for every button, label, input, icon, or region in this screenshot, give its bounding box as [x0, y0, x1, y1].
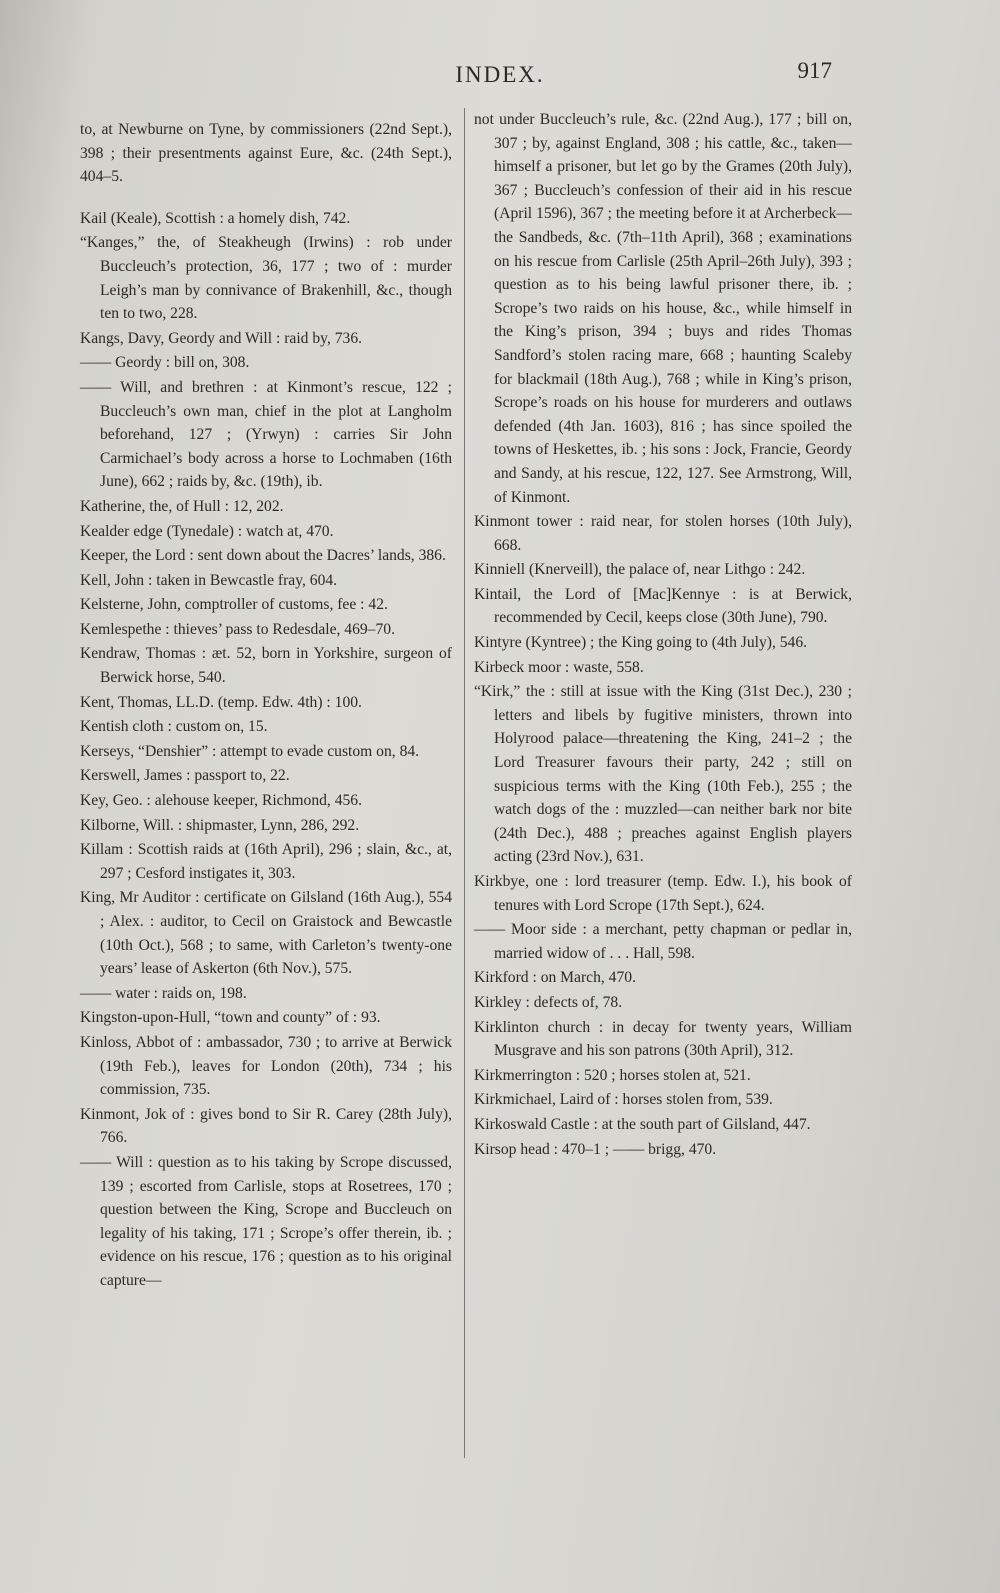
index-entry: Killam : Scottish raids at (16th April), 296 ; slain, &c., at, 297 ; Cesford instigates it, 303. [80, 841, 452, 882]
column-divider [464, 108, 465, 1458]
index-entry: not under Buccleuch’s rule, &c. (22nd Aug.), 177 ; bill on, 307 ; by, against England, 308 ; his cattle, &c., taken—himself a prisoner, but let go by the Grames (20th July), 367 ; Buccleuch’s confession of their aid in his rescue (April 1596), 367 ; the meeting before it at Archerbeck—the Sandbeds, &c. (7th–11th April), 368 ; examinations on his rescue from Carlisle (25th April–26th July), 393 ; question as to his being lawful prisoner there, ib. ; Scrope’s two raids on his house, &c., while himself in the King’s prison, 394 ; buys and rides Thomas Sandford’s stolen racing mare, 668 ; haunting Scaleby for blackmail (18th Aug.), 768 ; while in King’s prison, Scrope’s roads on his house for murderers and outlaws defended (4th Jan. 1603), 816 ; has since spoiled the towns of Heskettes, ib. ; his sons : Jock, Francie, Geordy and Sandy, at his rescue, 122, 127. See Armstrong, Will, of Kinmont. [474, 111, 852, 506]
index-entry: Katherine, the, of Hull : 12, 202. [80, 497, 284, 515]
index-entry: —— water : raids on, 198. [80, 984, 247, 1002]
page-title: INDEX. [455, 62, 545, 87]
index-entry: Kingston-upon-Hull, “town and county” of : 93. [80, 1009, 381, 1027]
index-entry: Kilborne, Will. : shipmaster, Lynn, 286, 292. [80, 816, 360, 834]
index-entry: Kirsop head : 470–1 ; —— brigg, 470. [474, 1140, 717, 1158]
index-entry: Kealder edge (Tynedale) : watch at, 470. [80, 522, 334, 540]
index-entry: Kerseys, “Denshier” : attempt to evade custom on, 84. [80, 742, 420, 760]
index-column-left [80, 118, 452, 1294]
index-entry: Kirkmichael, Laird of : horses stolen from, 539. [474, 1091, 773, 1109]
index-entry: Kirklinton church : in decay for twenty years, William Musgrave and his son patrons (30th April), 312. [474, 1018, 852, 1060]
index-entry: Kirkoswald Castle : at the south part of Gilsland, 447. [474, 1115, 811, 1133]
index-entry: —— Moor side : a merchant, petty chapman or pedlar in, married widow of . . . Hall, 598. [474, 921, 852, 962]
index-entry: Kerswell, James : passport to, 22. [80, 767, 290, 785]
index-entry: —— Will : question as to his taking by Scrope discussed, 139 ; escorted from Carlisle, stops at Rosetrees, 170 ; question between the King, Scrope and Buccleuch on legality of his taking, 171 ; Scrope’s offer therein, ib. ; evidence on his rescue, 176 ; question as to his original capture— [80, 1153, 452, 1289]
index-entry: Kinmont tower : raid near, for stolen horses (10th July), 668. [474, 513, 852, 554]
index-column-right [474, 108, 852, 1162]
index-entry: Kendraw, Thomas : æt. 52, born in Yorkshire, surgeon of Berwick horse, 540. [80, 645, 452, 687]
index-entry: to, at Newburne on Tyne, by commissioners (22nd Sept.), 398 ; their presentments against Eure, &c. (24th Sept.), 404–5. [80, 121, 452, 186]
index-entry: Kell, John : taken in Bewcastle fray, 604. [80, 571, 338, 589]
index-entry: “Kirk,” the : still at issue with the King (31st Dec.), 230 ; letters and libels by fugitive ministers, thrown into Holyrood palace—threatening the King, 241–2 ; the Lord Treasurer favours their party, 242 ; still on suspicious terms with the King (10th Feb.), 255 ; the watch dogs of the : muzzled—can neither bark nor bite (24th Dec.), 488 ; preaches against English players acting (23rd Nov.), 631. [474, 683, 852, 866]
index-entry: Kintail, the Lord of [Mac]Kennye : is at Berwick, recommended by Cecil, keeps close (30th June), 790. [474, 585, 852, 627]
index-entry: —— Geordy : bill on, 308. [80, 354, 250, 372]
index-entry: Kirkley : defects of, 78. [474, 993, 623, 1011]
index-entry: Key, Geo. : alehouse keeper, Richmond, 456. [80, 792, 363, 810]
index-entry: “Kanges,” the, of Steakheugh (Irwins) : rob under Buccleuch’s protection, 36, 177 ; two of : murder Leigh’s man by connivance of Brakenhill, &c., though ten to two, 228. [80, 234, 452, 323]
index-entry: Kemlespethe : thieves’ pass to Redesdale, 469–70. [80, 620, 395, 638]
index-entry: Kirkmerrington : 520 ; horses stolen at, 521. [474, 1066, 751, 1084]
index-entry: Kirkford : on March, 470. [474, 969, 636, 987]
page-number: 917 [797, 58, 832, 83]
index-entry: —— Will, and brethren : at Kinmont’s rescue, 122 ; Buccleuch’s own man, chief in the plot at Langholm beforehand, 127 ; (Yrwyn) : carries Sir John Carmichael’s body across a horse to Lochmaben (16th June), 662 ; raids by, &c. (19th), ib. [80, 378, 452, 491]
index-entry: Kinmont, Jok of : gives bond to Sir R. Carey (28th July), 766. [80, 1105, 452, 1147]
index-entry: Keeper, the Lord : sent down about the Dacres’ lands, 386. [80, 547, 446, 565]
index-entry: Kangs, Davy, Geordy and Will : raid by, 736. [80, 329, 363, 347]
index-entry: King, Mr Auditor : certificate on Gilsland (16th Aug.), 554 ; Alex. : auditor, to Cecil on Graistock and Bewcastle (10th Oct.), 568 ; to same, with Carleton’s twenty-one years’ lease of Askerton (6th Nov.), 575. [80, 889, 452, 978]
index-entry: Kelsterne, John, comptroller of customs, fee : 42. [80, 596, 388, 614]
index-entry: Kinloss, Abbot of : ambassador, 730 ; to arrive at Berwick (19th Feb.), leaves for London (20th), 734 ; his commission, 735. [80, 1033, 452, 1099]
index-entry: Kirbeck moor : waste, 558. [474, 658, 644, 676]
index-entry: Kail (Keale), Scottish : a homely dish, 742. [80, 209, 351, 227]
index-entry: Kent, Thomas, LL.D. (temp. Edw. 4th) : 100. [80, 693, 362, 711]
index-entry: Kirkbye, one : lord treasurer (temp. Edw. I.), his book of tenures with Lord Scrope (17th Sept.), 624. [474, 873, 852, 914]
index-entry: Kentish cloth : custom on, 15. [80, 718, 268, 736]
index-entry: Kintyre (Kyntree) ; the King going to (4th July), 546. [474, 634, 808, 652]
index-entry: Kinniell (Knerveill), the palace of, near Lithgo : 242. [474, 561, 806, 579]
